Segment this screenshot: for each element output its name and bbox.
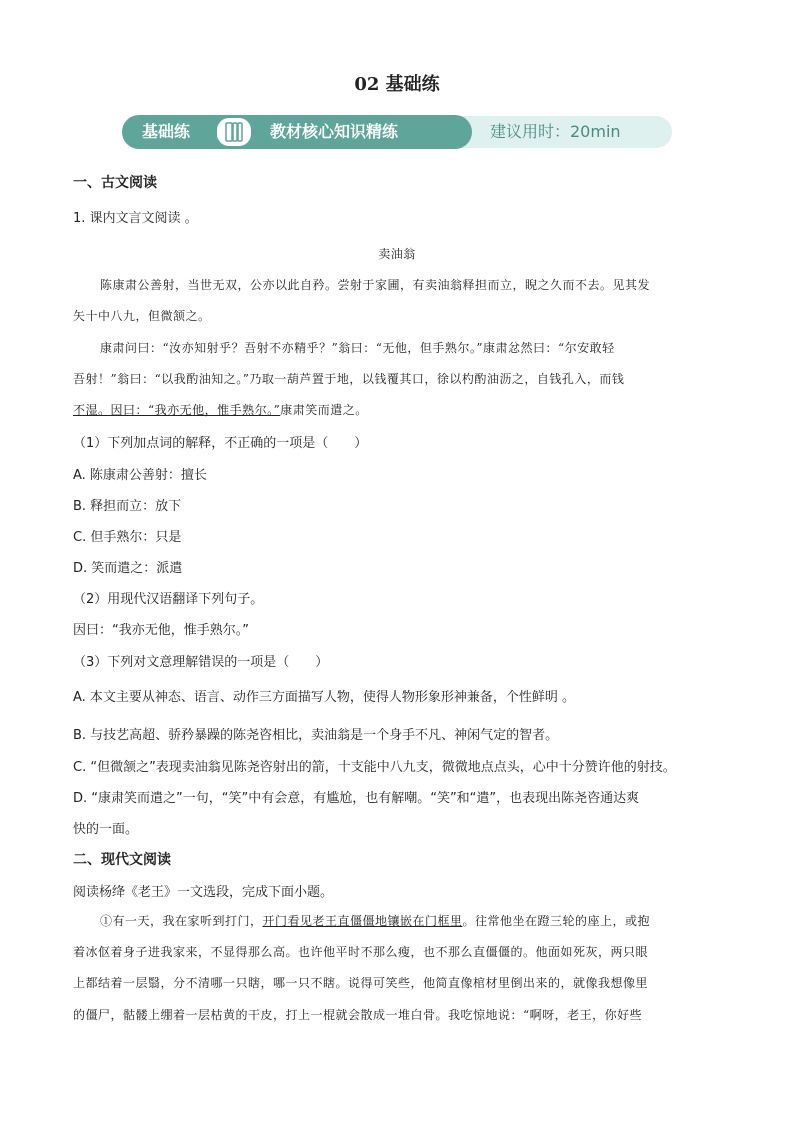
passage-line: 上都结着一层翳，分不清哪一只瞎，哪一只不瞎。说得可笑些，他简直像棺材里倒出来的，就像我想像里 — [73, 976, 649, 990]
banner-left-label: 基础练 — [142, 122, 191, 141]
passage-text: 。往常他坐在蹬三轮的座上，或抱 — [462, 914, 651, 928]
option-d: D. “康肃笑而遣之”一句，“笑”中有会意，有尴尬，也有解嘲。“笑”和“遣”，也表现出陈尧咨通达爽 — [73, 791, 640, 806]
section-heading-classical: 一、古文阅读 — [73, 175, 157, 191]
passage-line: 吾射！”翁曰：“以我酌油知之。”乃取一葫芦置于地，以钱覆其口，徐以杓酌油沥之，自钱孔入，而钱 — [73, 372, 625, 386]
option-d: D. 笑而遣之：派遣 — [73, 561, 183, 576]
passage-line: 着冰伛着身子进我家来，不显得那么高。也许他平时不那么瘦，也不那么直僵僵的。他面如死灰，两只眼 — [73, 945, 649, 959]
translation-sentence: 因曰：“我亦无他，惟手熟尔。” — [73, 623, 249, 638]
reading-intro: 阅读杨绛《老王》一文选段，完成下面小题。 — [73, 885, 334, 900]
underlined-sentence: 开门看见老王直僵僵地镶嵌在门框里 — [262, 914, 463, 928]
underlined-sentence: 不湿。因曰：“我亦无他，惟手熟尔。” — [73, 403, 281, 417]
passage-line — [73, 401, 368, 418]
section-banner — [122, 115, 672, 149]
page-title: 02 基础练 — [354, 74, 440, 95]
passage-title: 卖油翁 — [378, 247, 416, 261]
book-icon — [217, 118, 251, 146]
passage-line: 康肃问曰：“汝亦知射乎？吾射不亦精乎？”翁曰：“无他，但手熟尔。”康肃忿然曰：“尔安敢轻 — [100, 341, 615, 355]
passage-line — [100, 912, 650, 929]
sub-question-3: （3）下列对文意理解错误的一项是（ ） — [73, 655, 329, 670]
option-d-continued: 快的一面。 — [73, 822, 139, 837]
section-heading-modern: 二、现代文阅读 — [73, 852, 171, 868]
passage-text: 康肃笑而遣之。 — [280, 403, 368, 417]
banner-time-label: 建议用时：20min — [490, 122, 621, 141]
passage-line: 陈康肃公善射，当世无双，公亦以此自矜。尝射于家圃，有卖油翁释担而立，睨之久而不去。见其发 — [100, 278, 651, 292]
sub-question-1: （1）下列加点词的解释，不正确的一项是（ ） — [73, 436, 368, 451]
passage-line: 的僵尸，骷髅上绷着一层枯黄的干皮，打上一棍就会散成一堆白骨。我吃惊地说：“啊呀，老王，你好些 — [73, 1008, 643, 1022]
option-b: B. 与技艺高超、骄矜暴躁的陈尧咨相比，卖油翁是一个身手不凡、神闲气定的智者。 — [73, 728, 559, 743]
option-c: C. “但微颔之”表现卖油翁见陈尧咨射出的箭，十支能中八九支，微微地点点头，心中十分赞许他的射技。 — [73, 760, 676, 775]
banner-middle-label: 教材核心知识精练 — [270, 122, 399, 141]
option-a: A. 本文主要从神态、语言、动作三方面描写人物，使得人物形象形神兼备，个性鲜明 。 — [73, 690, 576, 705]
sub-question-2: （2）用现代汉语翻译下列句子。 — [73, 592, 264, 607]
passage-text: ①有一天，我在家听到打门， — [100, 914, 263, 928]
question-1-intro: 1. 课内文言文阅读 。 — [73, 211, 198, 226]
option-a: A. 陈康肃公善射：擅长 — [73, 468, 207, 483]
option-c: C. 但手熟尔：只是 — [73, 530, 182, 545]
passage-line: 矢十中八九，但微颔之。 — [73, 309, 211, 323]
option-b: B. 释担而立：放下 — [73, 499, 182, 514]
